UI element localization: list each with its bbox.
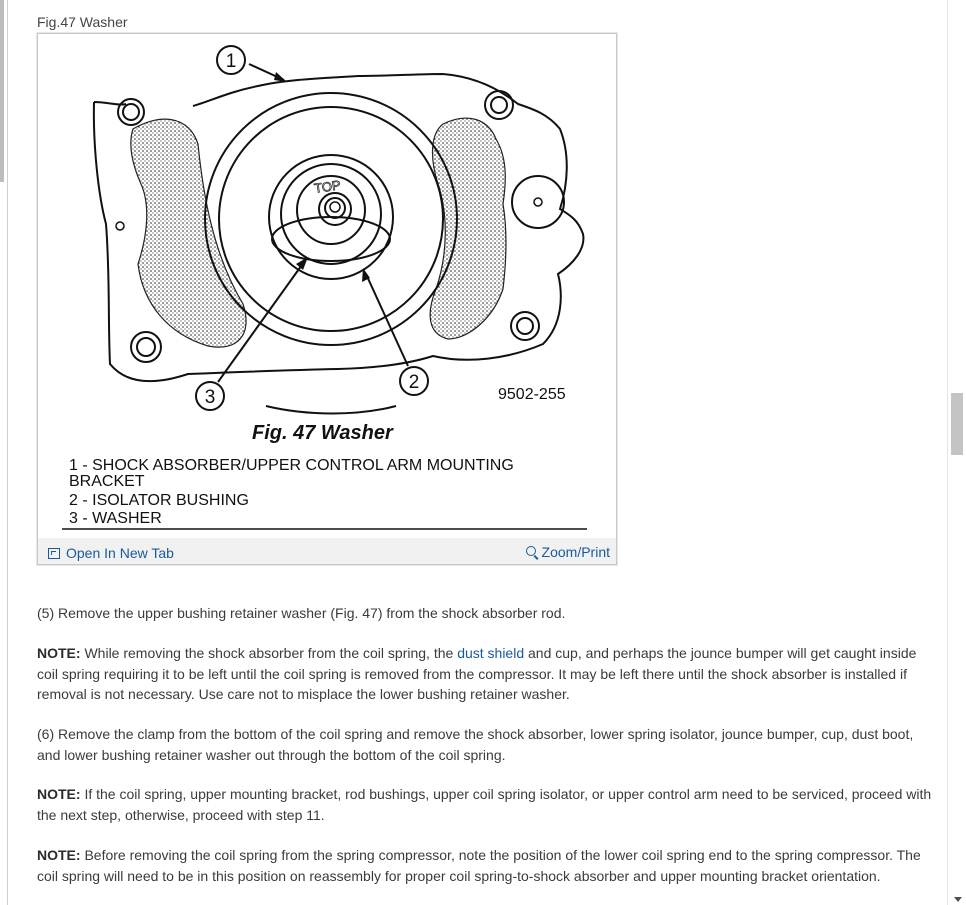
note-service-text: If the coil spring, upper mounting bracket, rod bushings, upper coil spring isolator, or upper control arm need to be serviced, proceed with the next step, otherwise, proceed with step 11.	[37, 786, 932, 823]
side-boss	[512, 176, 564, 228]
figure-container	[37, 33, 617, 565]
mounting-hole-top-left	[118, 99, 144, 125]
note-orientation-paragraph	[37, 845, 933, 886]
callout-2-label: 2	[408, 372, 420, 393]
zoom-print-label: Zoom/Print	[541, 544, 610, 560]
open-in-new-tab-link[interactable]	[48, 545, 174, 561]
top-marking: TOP	[313, 177, 342, 196]
step-6-paragraph	[37, 724, 933, 765]
note-label: NOTE:	[37, 847, 81, 863]
note-label: NOTE:	[37, 645, 81, 661]
legend-line-4: 3 - WASHER	[69, 510, 162, 527]
vertical-scrollbar[interactable]	[947, 0, 966, 905]
washer-illustration[interactable]	[38, 34, 616, 538]
figure-title: Fig. 47 Washer	[252, 422, 393, 444]
left-pane-scroll-thumb[interactable]	[0, 0, 4, 182]
note-text-b: and cup, and perhaps the jounce bumper will get caught inside coil spring requiring it to be left until the coil spring is removed from the compressor. It may be left there until the shock absorber is installed if removal is not necessary. Use care not to misplace the lower bushing retainer washer.	[37, 645, 917, 702]
right-stipple-pad	[430, 118, 506, 339]
note-dust-shield-paragraph	[37, 643, 933, 705]
legend-line-1: 1 - SHOCK ABSORBER/UPPER CONTROL ARM MOUNTING	[69, 457, 514, 474]
mounting-hole-bottom-left	[131, 332, 161, 362]
note-label: NOTE:	[37, 786, 81, 802]
note-orientation-text: Before removing the coil spring from the spring compressor, note the position of the lower coil spring end to the spring compressor. The coil spring will need to be in this position on reassembly for proper coil spring-to-shock absorber and upper mounting bracket orientation.	[37, 847, 921, 884]
figure-toolbar	[38, 538, 616, 564]
zoom-print-link[interactable]	[526, 544, 610, 560]
rod-tip	[330, 202, 340, 212]
mounting-hole-bottom-right	[511, 312, 539, 340]
new-tab-icon	[48, 548, 60, 559]
scrollbar-thumb[interactable]	[951, 393, 963, 455]
left-stipple-pad	[131, 119, 246, 347]
legend-line-3: 2 - ISOLATOR BUSHING	[69, 492, 249, 509]
step-6-text: (6) Remove the clamp from the bottom of the coil spring and remove the shock absorber, lower spring isolator, jounce bumper, cup, dust boot, and lower bushing retainer washer out through the bottom of the coil spring.	[37, 726, 914, 763]
small-hole-left	[116, 222, 124, 230]
callout-1-label: 1	[225, 51, 237, 72]
figure-caption: Fig.47 Washer	[37, 14, 128, 30]
zoom-icon	[526, 546, 536, 556]
open-in-new-tab-label: Open In New Tab	[66, 545, 174, 561]
mounting-hole-top-right	[485, 91, 513, 119]
callout-2-leader	[366, 274, 408, 366]
note-text-a: While removing the shock absorber from the coil spring, the	[80, 645, 458, 661]
scroll-down-arrow-icon[interactable]	[954, 897, 962, 902]
image-code: 9502-255	[498, 386, 566, 403]
legend-line-2: BRACKET	[69, 473, 145, 490]
callout-1-arrowhead	[274, 72, 287, 82]
lower-arc	[266, 406, 396, 414]
step-5-text: (5) Remove the upper bushing retainer washer (Fig. 47) from the shock absorber rod.	[37, 605, 566, 621]
dust-shield-link[interactable]: dust shield	[457, 645, 525, 661]
callout-3-label: 3	[204, 387, 216, 408]
step-5-paragraph	[37, 603, 933, 624]
mid-ring	[219, 107, 443, 331]
small-hole-right	[534, 198, 542, 206]
note-service-paragraph	[37, 784, 933, 825]
